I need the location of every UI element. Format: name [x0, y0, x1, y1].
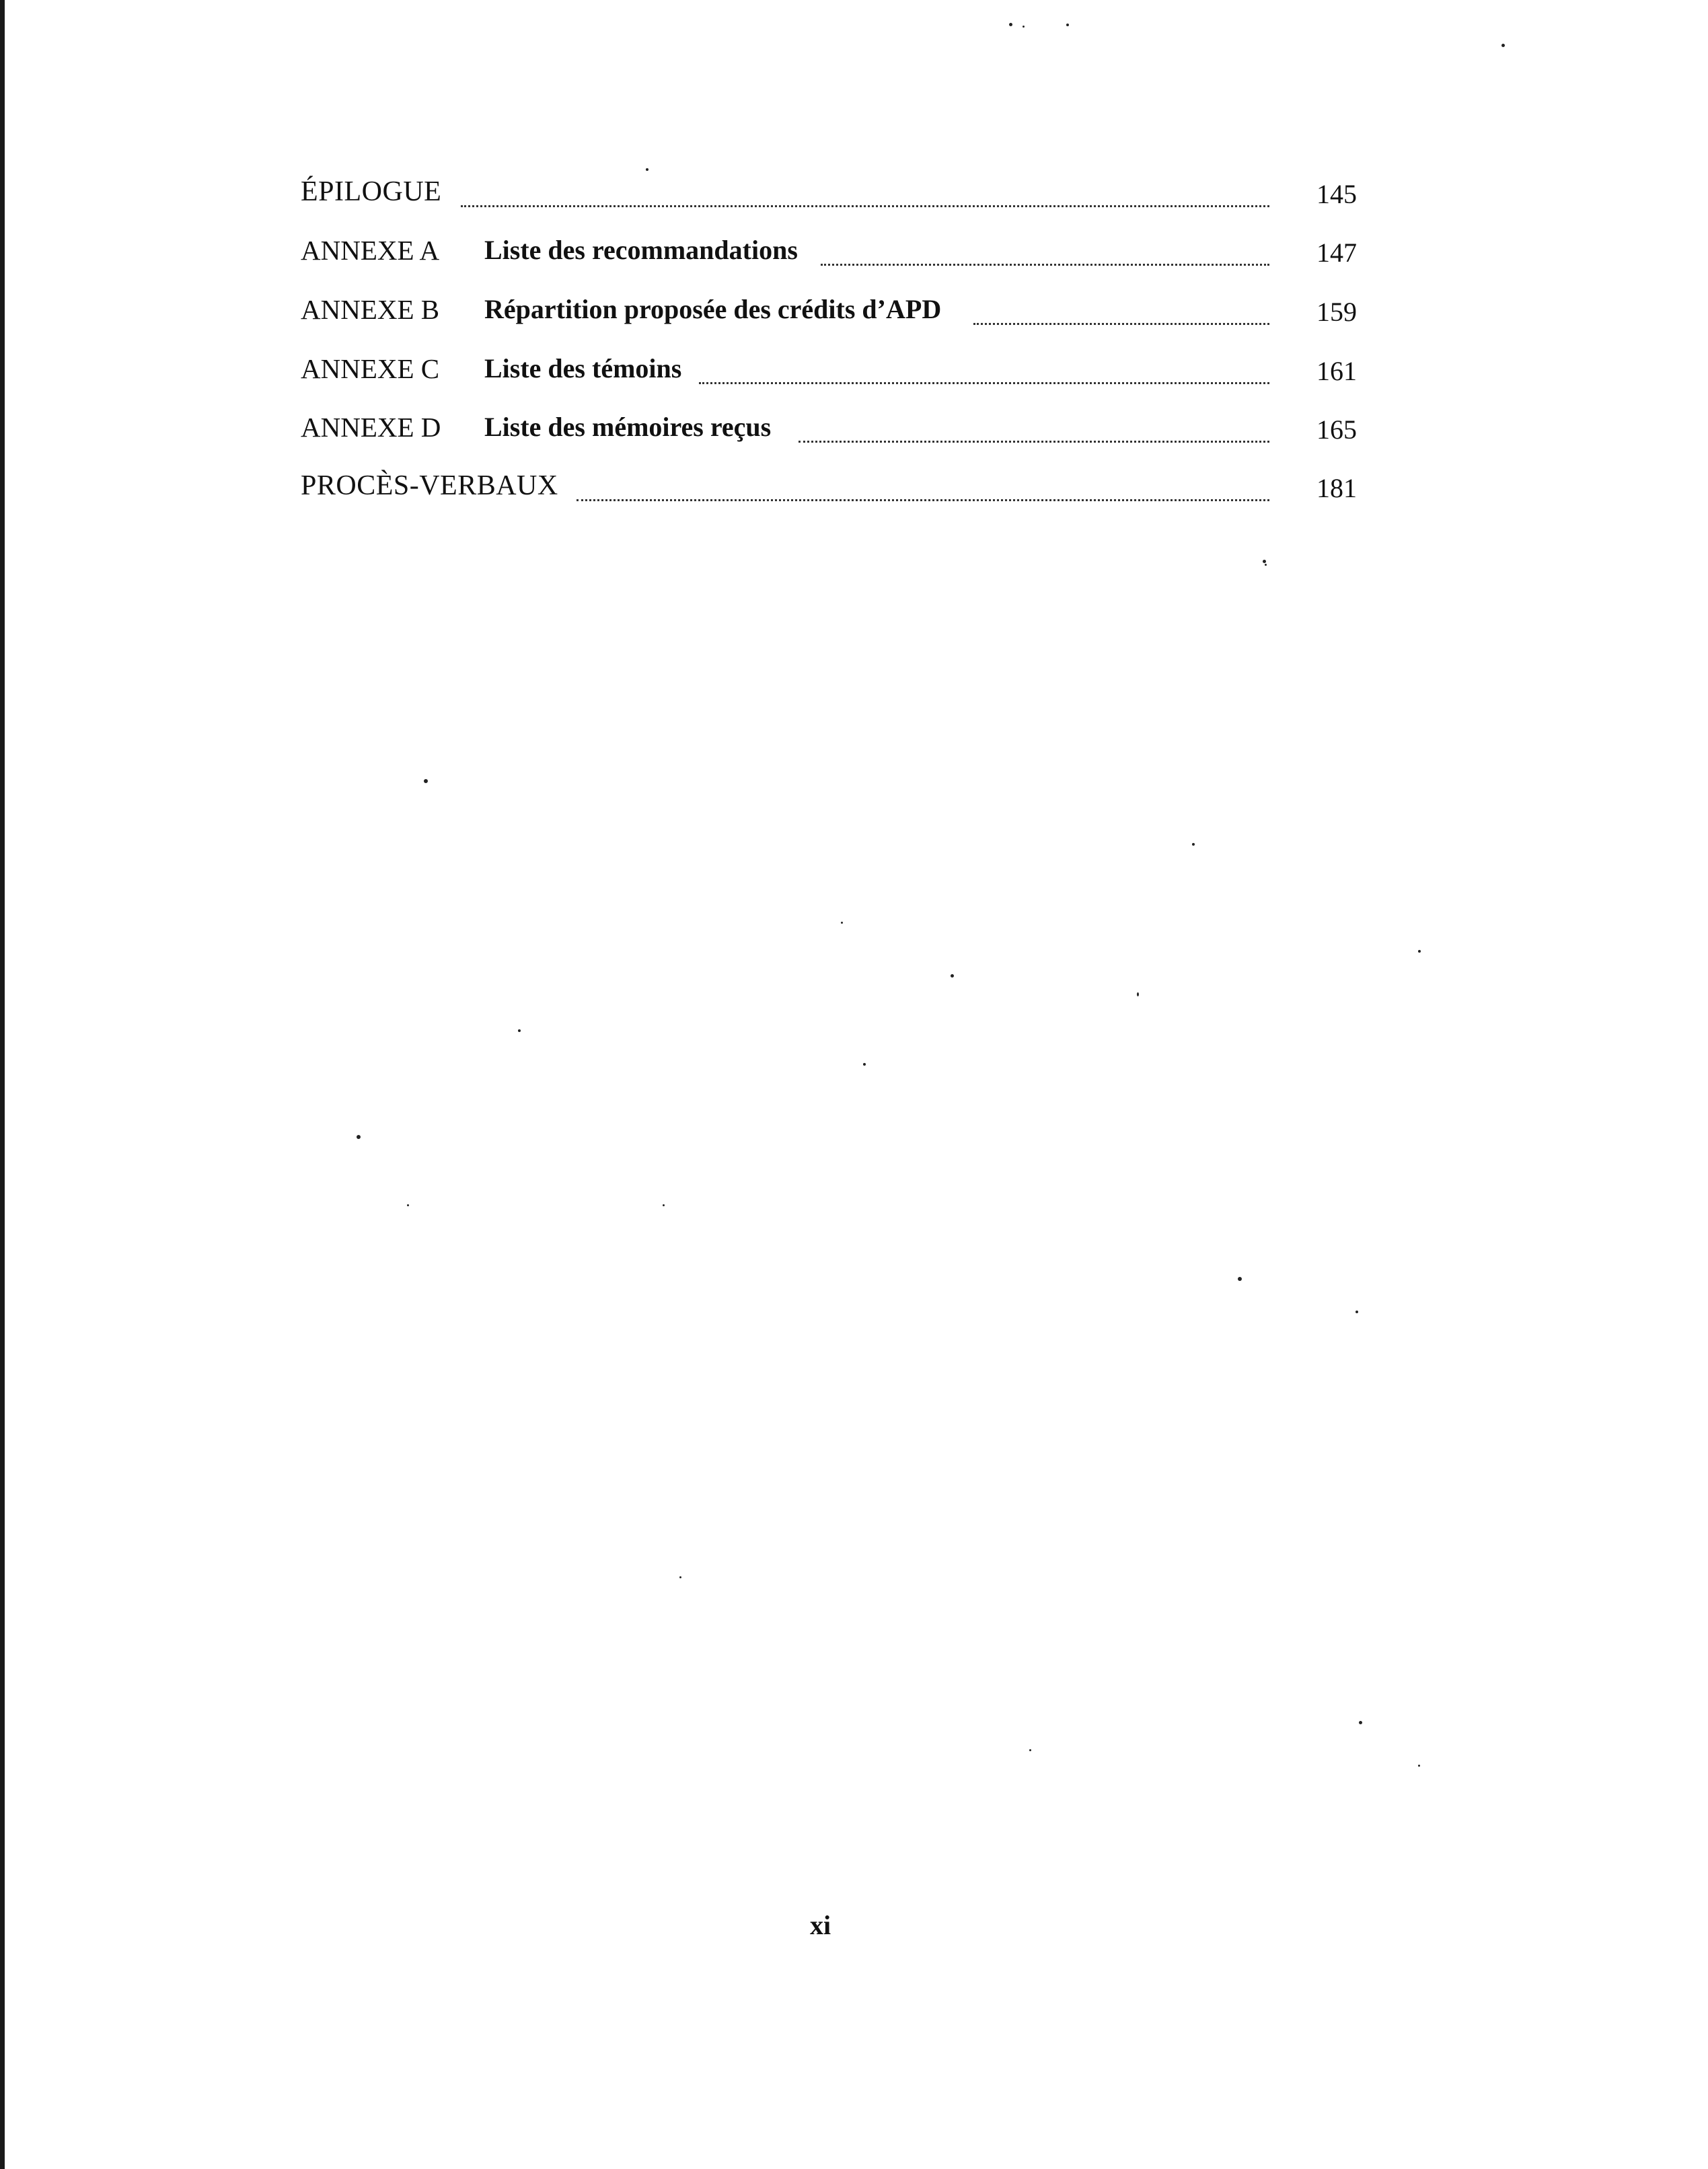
scan-speck — [1009, 23, 1012, 26]
toc-leader-dots — [461, 180, 1269, 207]
toc-entry-epilogue — [301, 172, 1370, 212]
toc-entry-label: ANNEXE A — [301, 235, 440, 266]
scan-speck — [1359, 1721, 1362, 1724]
toc-entry-proces-verbaux — [301, 466, 1370, 506]
toc-entry-annexe-a — [301, 230, 1370, 270]
scan-speck — [407, 1204, 409, 1206]
toc-entry-heading: ÉPILOGUE — [301, 176, 442, 207]
scan-speck — [1418, 950, 1421, 953]
toc-leader-dots — [799, 415, 1269, 443]
toc-page-number: 147 — [1316, 237, 1357, 268]
toc-leader-dots — [973, 297, 1269, 325]
toc-entry-heading: PROCÈS-VERBAUX — [301, 470, 558, 501]
scan-speck — [951, 974, 954, 978]
toc-entry-label: ANNEXE C — [301, 353, 440, 384]
scan-speck — [357, 1135, 361, 1139]
scan-speck — [1418, 1765, 1420, 1767]
toc-entry-title: Répartition proposée des crédits d’APD — [484, 294, 942, 324]
toc-entry-annexe-c — [301, 348, 1370, 389]
scan-speck — [679, 1576, 681, 1578]
toc-page-number: 165 — [1316, 414, 1357, 445]
scan-speck — [1356, 1311, 1358, 1313]
scan-speck — [1263, 560, 1266, 563]
scan-speck — [841, 922, 843, 924]
toc-entry-label: ANNEXE B — [301, 294, 440, 325]
scan-speck — [646, 168, 648, 171]
toc-page-number: 159 — [1316, 297, 1357, 327]
scan-speck — [1238, 1277, 1242, 1281]
toc-entry-annexe-b — [301, 289, 1370, 330]
toc-page-number: 181 — [1316, 473, 1357, 503]
toc-entry-label: ANNEXE D — [301, 412, 441, 443]
scan-speck — [1501, 44, 1505, 47]
toc-entry-title: Liste des recommandations — [484, 235, 798, 265]
scan-speck — [1192, 843, 1195, 846]
scan-speck — [424, 779, 428, 783]
toc-entry-title: Liste des témoins — [484, 353, 682, 383]
toc-page-number: 161 — [1316, 356, 1357, 386]
toc-entry-title: Liste des mémoires reçus — [484, 412, 772, 442]
toc-leader-dots — [821, 238, 1269, 266]
scan-speck — [1265, 564, 1267, 566]
scan-speck — [663, 1204, 665, 1206]
toc-entry-annexe-d — [301, 407, 1370, 447]
scan-speck — [1023, 26, 1025, 28]
scan-speck — [863, 1063, 866, 1066]
scan-speck — [1029, 1749, 1031, 1751]
page-folio: xi — [810, 1910, 831, 1940]
toc-page-number: 145 — [1316, 179, 1357, 209]
scan-speck — [518, 1029, 521, 1032]
toc-leader-dots — [577, 474, 1269, 501]
toc-leader-dots — [699, 357, 1269, 384]
scan-left-edge — [0, 0, 5, 2169]
scan-speck — [1137, 992, 1139, 996]
scan-speck — [1066, 24, 1069, 26]
